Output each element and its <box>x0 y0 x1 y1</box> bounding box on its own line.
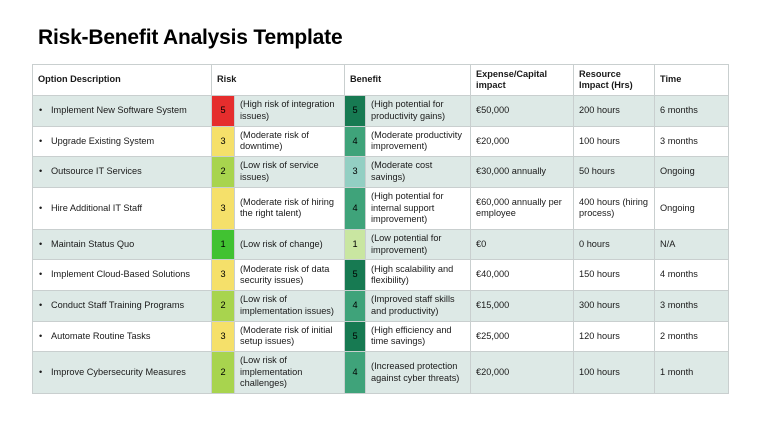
expense-cell: €25,000 <box>471 321 574 352</box>
bullet-icon: • <box>39 135 43 146</box>
risk-text: (High risk of integration issues) <box>235 96 345 127</box>
risk-score: 3 <box>212 260 235 291</box>
time-cell: N/A <box>655 229 729 260</box>
benefit-score: 4 <box>345 187 366 229</box>
risk-text: (Moderate risk of downtime) <box>235 126 345 157</box>
bullet-icon: • <box>39 366 43 377</box>
option-cell <box>33 260 212 291</box>
resource-cell: 300 hours <box>574 290 655 321</box>
option-text: Improve Cybersecurity Measures <box>51 366 186 377</box>
resource-cell: 400 hours (hiring process) <box>574 187 655 229</box>
table-row <box>33 352 729 394</box>
header-risk: Risk <box>212 65 345 96</box>
risk-score: 1 <box>212 229 235 260</box>
risk-score: 5 <box>212 96 235 127</box>
risk-text: (Low risk of implementation issues) <box>235 290 345 321</box>
bullet-icon: • <box>39 269 43 280</box>
header-expense: Expense/Capital impact <box>471 65 574 96</box>
table-row <box>33 260 729 291</box>
option-cell <box>33 157 212 188</box>
time-cell: 1 month <box>655 352 729 394</box>
benefit-score: 5 <box>345 260 366 291</box>
benefit-score: 4 <box>345 352 366 394</box>
table-row <box>33 187 729 229</box>
benefit-text: (Low potential for improvement) <box>366 229 471 260</box>
expense-cell: €40,000 <box>471 260 574 291</box>
benefit-text: (Improved staff skills and productivity) <box>366 290 471 321</box>
benefit-score: 4 <box>345 290 366 321</box>
option-cell <box>33 187 212 229</box>
option-text: Conduct Staff Training Programs <box>51 300 185 311</box>
benefit-score: 5 <box>345 96 366 127</box>
benefit-text: (Increased protection against cyber threats) <box>366 352 471 394</box>
expense-cell: €20,000 <box>471 126 574 157</box>
table-row <box>33 290 729 321</box>
bullet-icon: • <box>39 300 43 311</box>
resource-cell: 50 hours <box>574 157 655 188</box>
risk-text: (Low risk of implementation challenges) <box>235 352 345 394</box>
resource-cell: 100 hours <box>574 352 655 394</box>
risk-score: 2 <box>212 290 235 321</box>
resource-cell: 0 hours <box>574 229 655 260</box>
risk-text: (Low risk of change) <box>235 229 345 260</box>
risk-benefit-table <box>32 64 729 394</box>
resource-cell: 100 hours <box>574 126 655 157</box>
risk-score: 3 <box>212 321 235 352</box>
option-text: Implement Cloud-Based Solutions <box>51 269 190 280</box>
expense-cell: €60,000 annually per employee <box>471 187 574 229</box>
expense-cell: €20,000 <box>471 352 574 394</box>
time-cell: Ongoing <box>655 157 729 188</box>
benefit-score: 4 <box>345 126 366 157</box>
benefit-text: (High potential for internal support improvement) <box>366 187 471 229</box>
option-text: Hire Additional IT Staff <box>51 202 143 213</box>
header-row <box>33 65 729 96</box>
option-cell <box>33 321 212 352</box>
table-row <box>33 229 729 260</box>
option-text: Implement New Software System <box>51 105 187 116</box>
risk-score: 3 <box>212 187 235 229</box>
expense-cell: €30,000 annually <box>471 157 574 188</box>
time-cell: Ongoing <box>655 187 729 229</box>
expense-cell: €15,000 <box>471 290 574 321</box>
bullet-icon: • <box>39 202 43 213</box>
bullet-icon: • <box>39 330 43 341</box>
bullet-icon: • <box>39 166 43 177</box>
risk-score: 3 <box>212 126 235 157</box>
header-time: Time <box>655 65 729 96</box>
option-cell <box>33 96 212 127</box>
bullet-icon: • <box>39 238 43 249</box>
time-cell: 6 months <box>655 96 729 127</box>
benefit-score: 5 <box>345 321 366 352</box>
benefit-text: (High scalability and flexibility) <box>366 260 471 291</box>
option-text: Upgrade Existing System <box>51 135 155 146</box>
risk-text: (Moderate risk of initial setup issues) <box>235 321 345 352</box>
benefit-text: (High potential for productivity gains) <box>366 96 471 127</box>
benefit-text: (Moderate productivity improvement) <box>366 126 471 157</box>
table-row <box>33 321 729 352</box>
benefit-score: 3 <box>345 157 366 188</box>
option-cell <box>33 126 212 157</box>
time-cell: 2 months <box>655 321 729 352</box>
time-cell: 3 months <box>655 126 729 157</box>
bullet-icon: • <box>39 105 43 116</box>
time-cell: 4 months <box>655 260 729 291</box>
option-cell <box>33 229 212 260</box>
page-title: Risk-Benefit Analysis Template <box>38 26 343 49</box>
benefit-score: 1 <box>345 229 366 260</box>
option-text: Outsource IT Services <box>51 166 142 177</box>
table-row <box>33 96 729 127</box>
option-text: Maintain Status Quo <box>51 238 135 249</box>
header-option: Option Description <box>33 65 212 96</box>
risk-text: (Moderate risk of hiring the right talent) <box>235 187 345 229</box>
time-cell: 3 months <box>655 290 729 321</box>
header-benefit: Benefit <box>345 65 471 96</box>
risk-text: (Moderate risk of data security issues) <box>235 260 345 291</box>
benefit-text: (High efficiency and time savings) <box>366 321 471 352</box>
resource-cell: 120 hours <box>574 321 655 352</box>
risk-text: (Low risk of service issues) <box>235 157 345 188</box>
resource-cell: 200 hours <box>574 96 655 127</box>
option-text: Automate Routine Tasks <box>51 330 151 341</box>
resource-cell: 150 hours <box>574 260 655 291</box>
expense-cell: €0 <box>471 229 574 260</box>
expense-cell: €50,000 <box>471 96 574 127</box>
table-row <box>33 157 729 188</box>
table-row <box>33 126 729 157</box>
benefit-text: (Moderate cost savings) <box>366 157 471 188</box>
header-resource: Resource Impact (Hrs) <box>574 65 655 96</box>
option-cell <box>33 290 212 321</box>
risk-score: 2 <box>212 352 235 394</box>
risk-score: 2 <box>212 157 235 188</box>
option-cell <box>33 352 212 394</box>
